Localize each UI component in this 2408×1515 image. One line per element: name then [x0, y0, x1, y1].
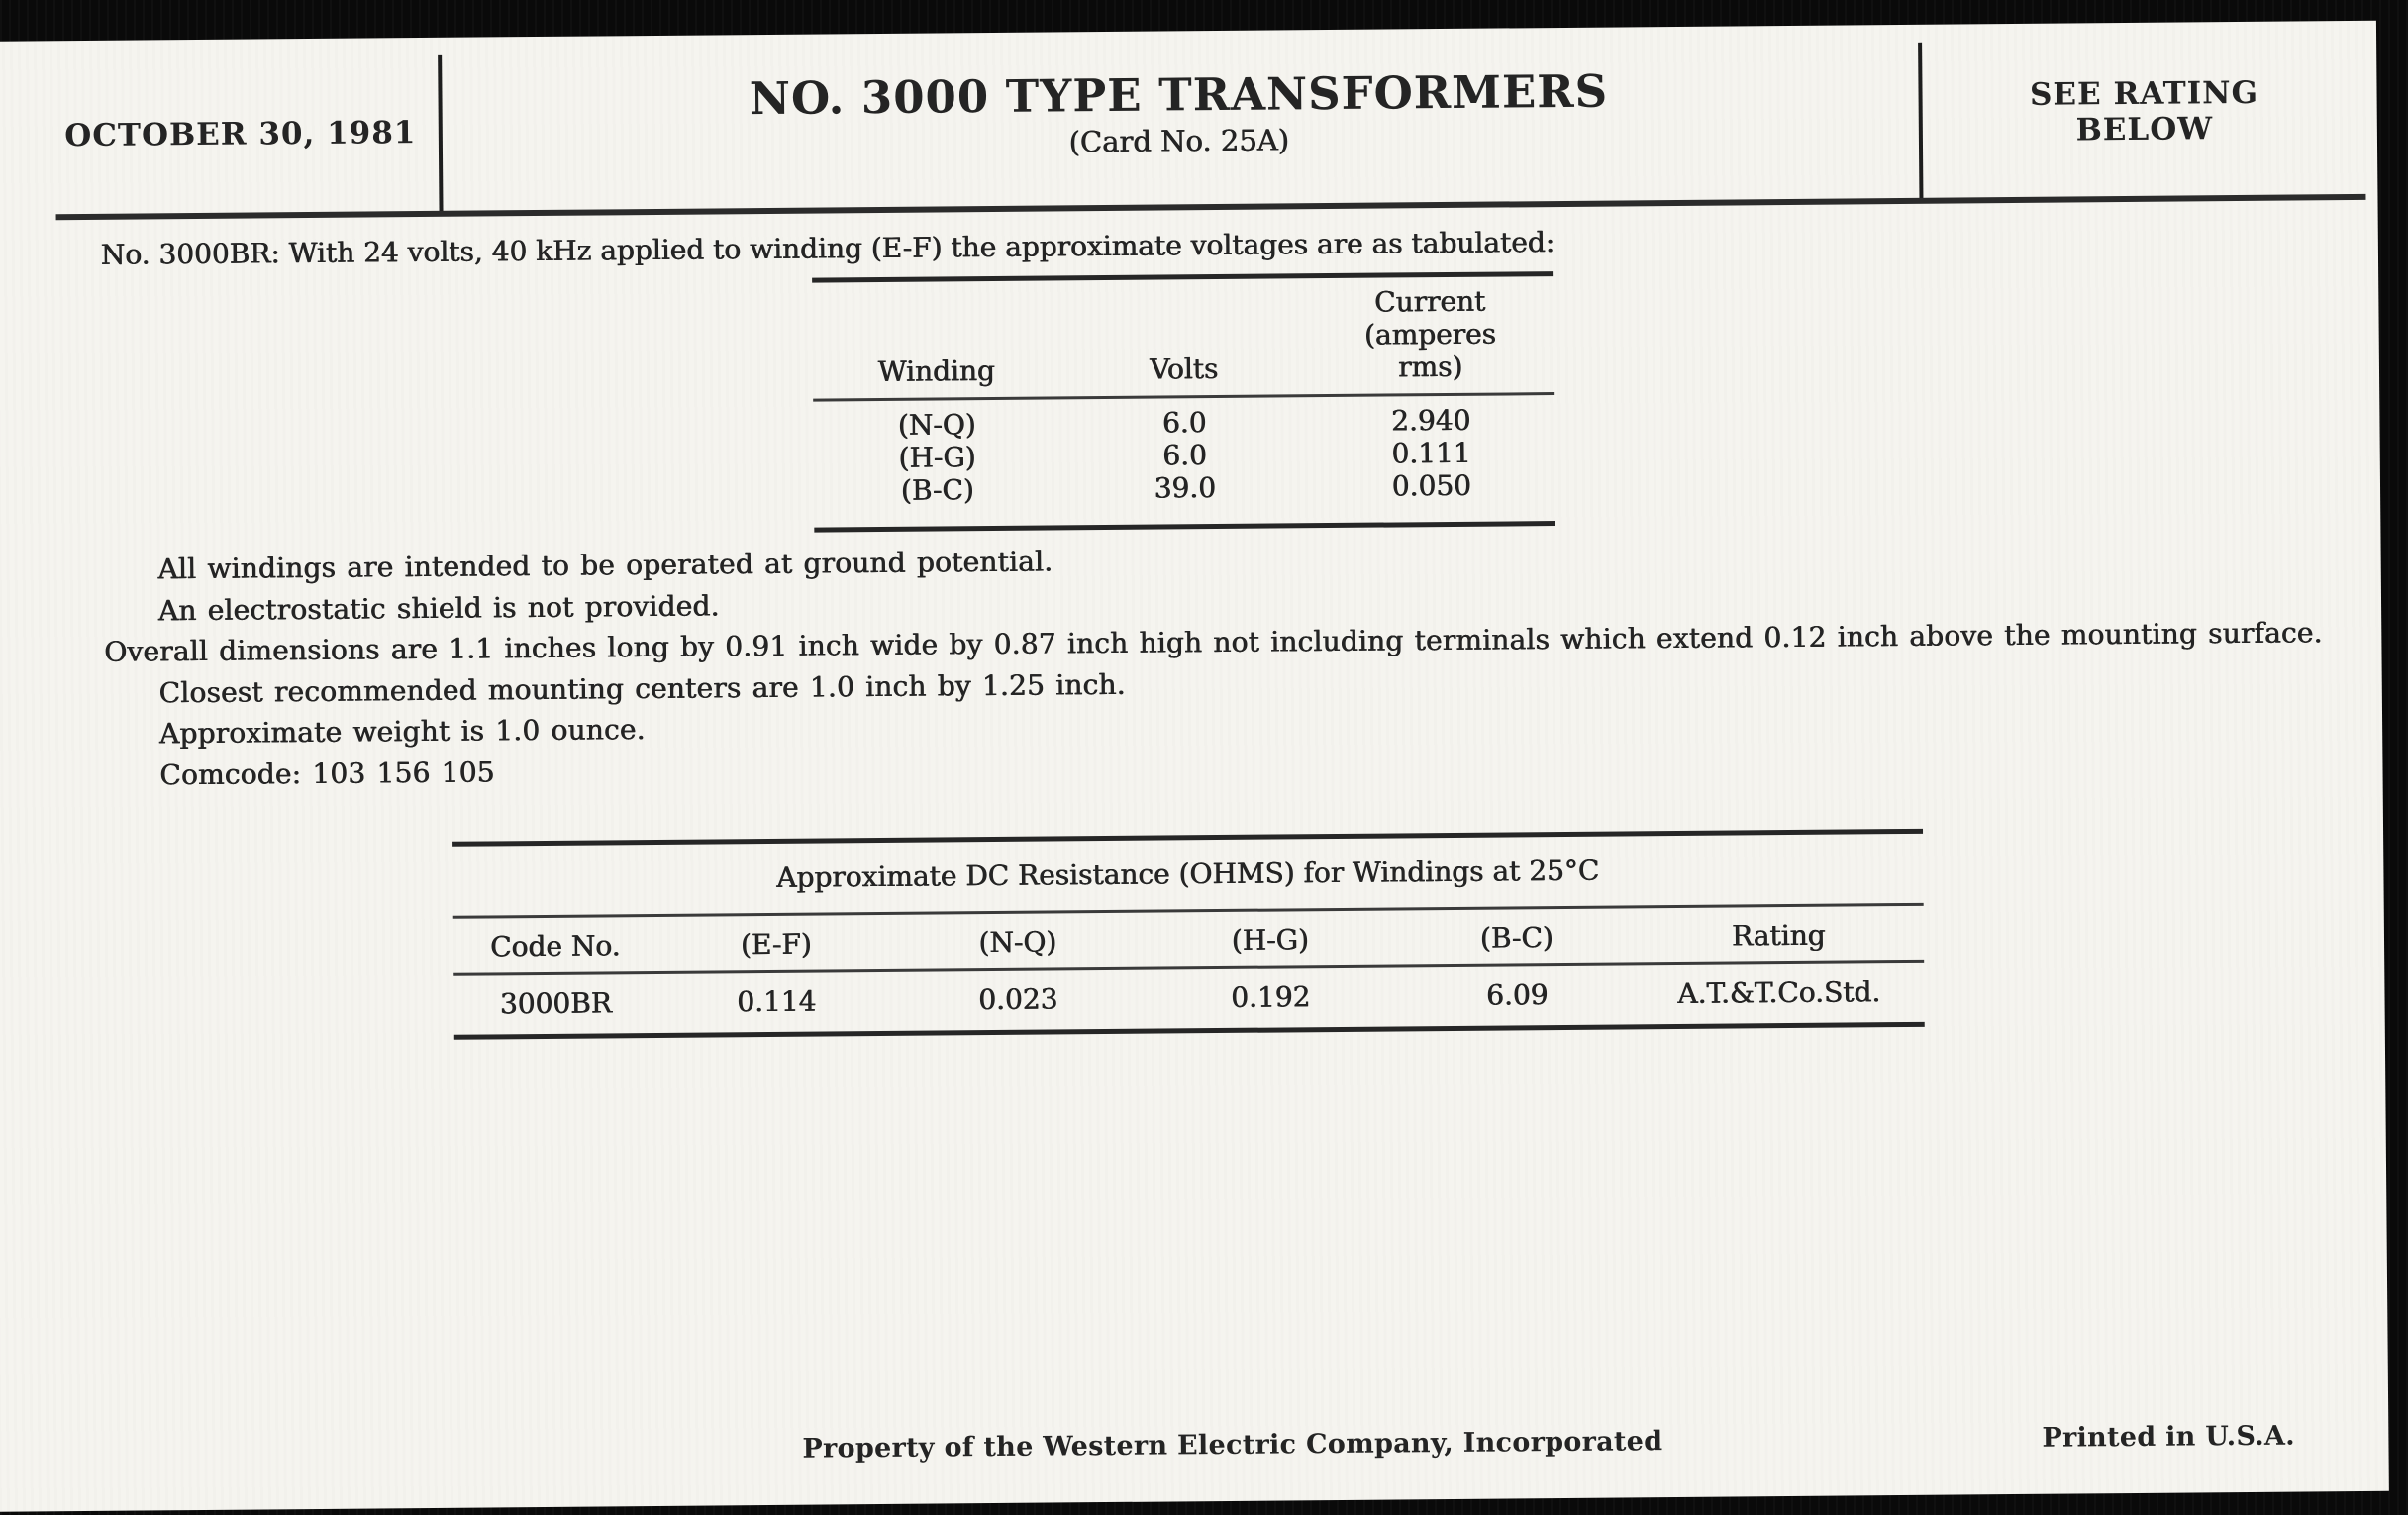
table-row [814, 468, 1555, 508]
rating-note-line2: BELOW [2075, 111, 2214, 149]
note-overall-dimensions: Overall dimensions are 1.1 inches long by 0.91 inch wide by 0.87 inch high not including terminals which extend 0.12 inch above the mounting surface. [104, 616, 2323, 668]
issue-date: OCTOBER 30, 1981 [64, 115, 417, 154]
rating-note-line1: SEE RATING [2029, 74, 2259, 113]
cell-current: 0.111 [1391, 436, 1471, 470]
header-divider-left [438, 55, 443, 212]
rating-note [1946, 74, 2343, 149]
column-header-nq: (N-Q) [978, 925, 1057, 960]
note-ground-potential: All windings are intended to be operated at ground potential. [157, 545, 1054, 586]
header-title-block [467, 64, 1890, 164]
document-card [0, 21, 2389, 1512]
note-electrostatic-shield: An electrostatic shield is not provided. [157, 588, 720, 627]
current-header-line1: Current [1374, 284, 1486, 319]
cell-volts: 6.0 [1162, 439, 1208, 472]
current-header-line2: (amperes [1363, 317, 1497, 352]
cell-current: 2.940 [1391, 403, 1471, 438]
column-header-code-no: Code No. [490, 929, 621, 963]
header-rule [56, 194, 2366, 220]
note-comcode: Comcode: 103 156 105 [159, 755, 495, 791]
current-header-line3: rms) [1398, 350, 1463, 384]
property-notice: Property of the Western Electric Company, Incorporated [802, 1426, 1663, 1464]
cell-hg-resistance: 0.192 [1231, 980, 1311, 1014]
voltage-table [812, 271, 1555, 533]
cell-winding: (B-C) [900, 473, 975, 507]
column-header-rating: Rating [1732, 918, 1826, 953]
column-header-winding: Winding [877, 354, 996, 389]
resistance-table-title: Approximate DC Resistance (OHMS) for Windings at 25°C [776, 854, 1600, 894]
column-header-ef: (E-F) [740, 927, 812, 961]
voltage-table-body [813, 395, 1555, 528]
voltage-table-header [812, 276, 1554, 399]
note-weight: Approximate weight is 1.0 ounce. [158, 713, 646, 751]
cell-volts: 6.0 [1161, 406, 1207, 440]
cell-current: 0.050 [1391, 468, 1472, 503]
cell-rating: A.T.&T.Co.Std. [1677, 975, 1881, 1010]
card-number: (Card No. 25A) [1068, 123, 1290, 159]
header-divider-right [1918, 43, 1923, 199]
cell-code-no: 3000BR [499, 986, 613, 1021]
cell-ef-resistance: 0.114 [737, 984, 817, 1019]
cell-winding: (H-G) [898, 441, 976, 474]
cell-volts: 39.0 [1154, 471, 1217, 505]
printed-in-usa: Printed in U.S.A. [2042, 1420, 2295, 1454]
column-header-bc: (B-C) [1479, 921, 1555, 955]
intro-text: No. 3000BR: With 24 volts, 40 kHz applied to winding (E-F) the approximate voltages are as tabulated: [100, 226, 1555, 271]
cell-nq-resistance: 0.023 [978, 982, 1058, 1017]
cell-bc-resistance: 6.09 [1486, 978, 1549, 1012]
column-header-current [1307, 284, 1554, 384]
resistance-table [452, 829, 1925, 1040]
column-header-volts: Volts [1150, 353, 1219, 386]
column-header-hg: (H-G) [1231, 923, 1310, 957]
note-mounting-centers: Closest recommended mounting centers are 1.0 inch by 1.25 inch. [158, 667, 1127, 709]
notes-block [104, 530, 2328, 795]
page-title: NO. 3000 TYPE TRANSFORMERS [749, 64, 1609, 126]
cell-winding: (N-Q) [897, 408, 976, 442]
